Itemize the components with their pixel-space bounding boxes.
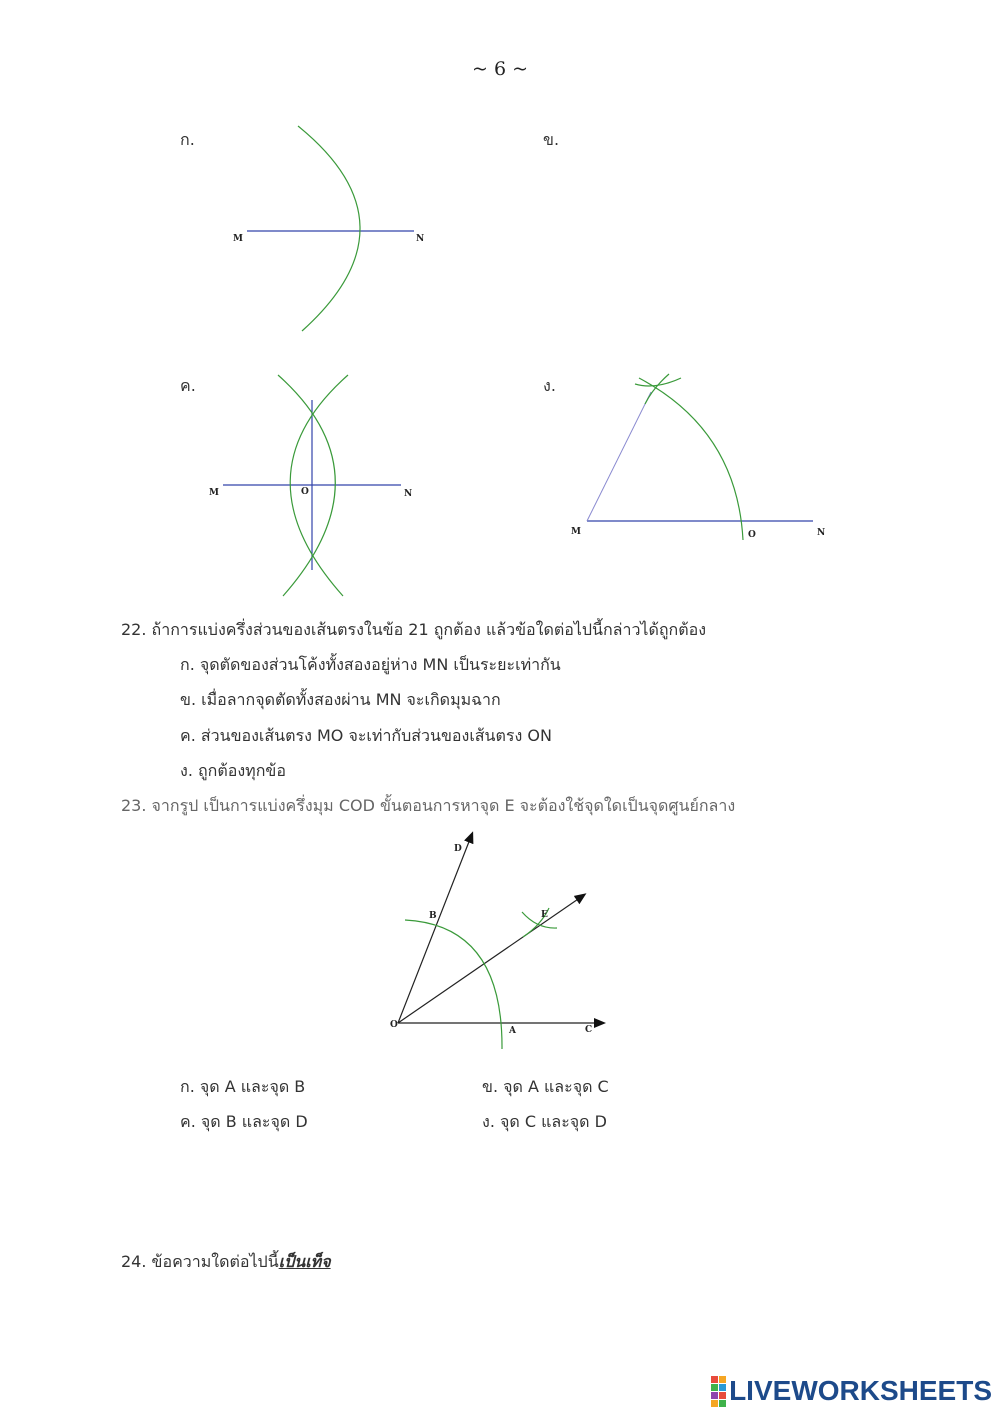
point-n-label: N bbox=[817, 528, 826, 538]
figure-a-diagram bbox=[220, 120, 440, 340]
question-23-option-a[interactable]: ก. จุด A และจุด B bbox=[180, 1077, 306, 1096]
point-m-label: M bbox=[571, 527, 581, 537]
angle-bisector-diagram bbox=[385, 825, 625, 1055]
question-23-option-b[interactable]: ข. จุด A และจุด C bbox=[482, 1077, 609, 1096]
ray-od bbox=[398, 834, 472, 1023]
question-24-emphasis: เป็นเท็จ bbox=[278, 1252, 331, 1271]
arc-large bbox=[639, 378, 743, 540]
point-o-label: O bbox=[390, 1020, 398, 1030]
point-m-label: M bbox=[233, 234, 243, 244]
question-23-option-d[interactable]: ง. จุด C และจุด D bbox=[482, 1112, 607, 1131]
point-d-label: D bbox=[454, 844, 462, 854]
arc-e-1 bbox=[522, 912, 557, 928]
point-o-label: O bbox=[748, 530, 756, 540]
segment-mp bbox=[587, 392, 651, 521]
point-o-label: O bbox=[301, 487, 309, 497]
liveworksheets-logo bbox=[711, 1375, 992, 1407]
point-b-label: B bbox=[429, 911, 437, 921]
figure-d-diagram bbox=[565, 370, 835, 550]
arc bbox=[298, 126, 360, 331]
question-24-prefix: 24. ข้อความใดต่อไปนี้ bbox=[121, 1252, 279, 1271]
point-e-label: E bbox=[541, 910, 548, 920]
question-23-option-c[interactable]: ค. จุด B และจุด D bbox=[180, 1112, 308, 1131]
point-a-label: A bbox=[509, 1026, 516, 1036]
figure-a-label: ก. bbox=[180, 130, 195, 149]
figure-d-label: ง. bbox=[543, 376, 556, 395]
question-23-text: 23. จากรูป เป็นการแบ่งครึ่งมุม COD ขั้นตอนการหาจุด E จะต้องใช้จุดใดเป็นจุดศูนย์กลาง bbox=[121, 796, 736, 815]
question-22-option-d[interactable]: ง. ถูกต้องทุกข้อ bbox=[180, 761, 286, 780]
question-24-text bbox=[121, 1250, 331, 1274]
point-n-label: N bbox=[416, 234, 425, 244]
figure-b-label: ข. bbox=[543, 130, 560, 149]
page-number: ~ 6 ~ bbox=[471, 58, 528, 80]
figure-c-diagram bbox=[205, 370, 425, 600]
point-c-label: C bbox=[585, 1025, 593, 1035]
question-22-option-c[interactable]: ค. ส่วนของเส้นตรง MO จะเท่ากับส่วนของเส้นตรง ON bbox=[180, 726, 552, 745]
liveworksheets-mark-icon bbox=[711, 1376, 726, 1407]
liveworksheets-text: LIVEWORKSHEETS bbox=[729, 1375, 992, 1406]
question-22-option-a[interactable]: ก. จุดตัดของส่วนโค้งทั้งสองอยู่ห่าง MN เป็นระยะเท่ากัน bbox=[180, 655, 561, 674]
figure-c-label: ค. bbox=[180, 376, 196, 395]
question-22-text: 22. ถ้าการแบ่งครึ่งส่วนของเส้นตรงในข้อ 21 ถูกต้อง แล้วข้อใดต่อไปนี้กล่าวได้ถูกต้อง bbox=[121, 620, 707, 639]
ray-oe bbox=[398, 895, 584, 1023]
point-m-label: M bbox=[209, 488, 219, 498]
question-22-option-b[interactable]: ข. เมื่อลากจุดตัดทั้งสองผ่าน MN จะเกิดมุมฉาก bbox=[180, 690, 501, 709]
point-n-label: N bbox=[404, 489, 413, 499]
